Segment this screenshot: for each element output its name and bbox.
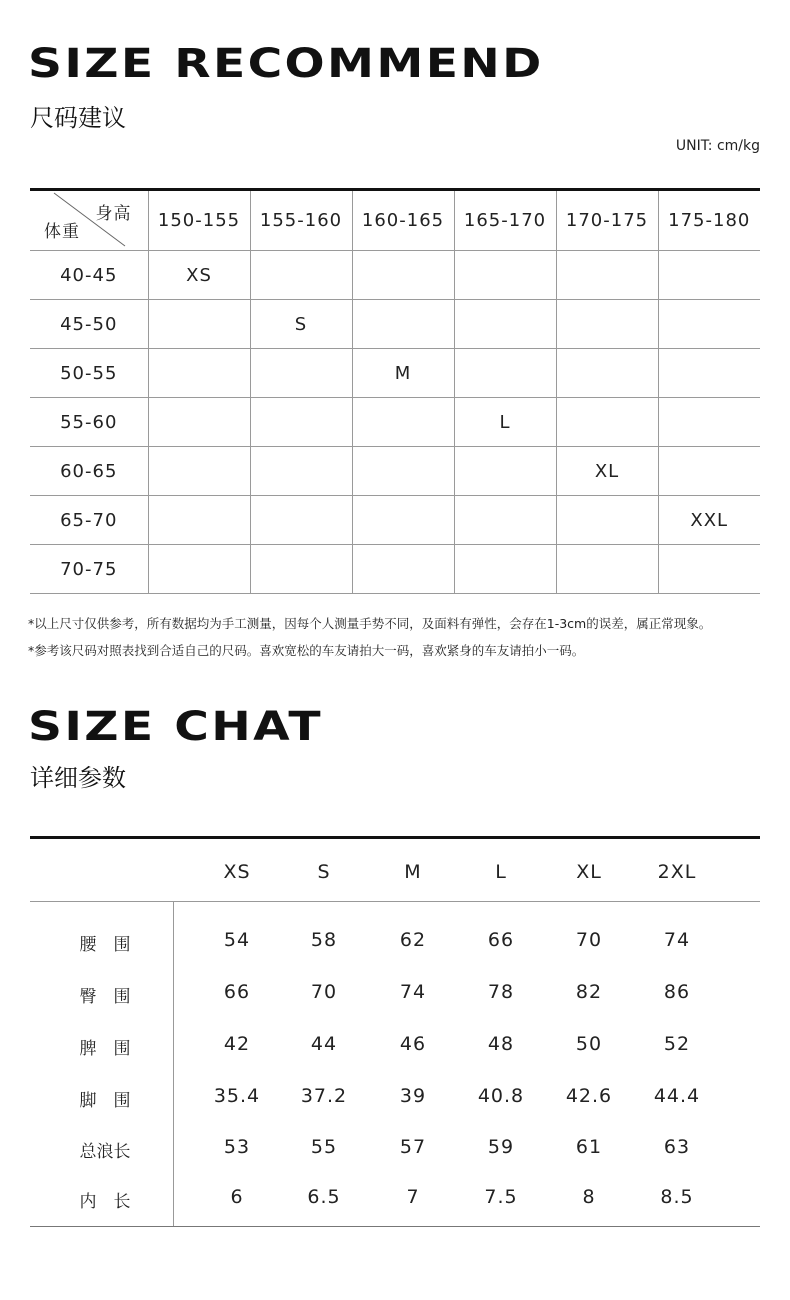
size-cell [352, 545, 454, 594]
size-cell [556, 398, 658, 447]
size-cell [658, 251, 760, 300]
size-cell [352, 300, 454, 349]
table-row [30, 251, 760, 300]
size-cell [352, 398, 454, 447]
size-cell: XS [148, 251, 250, 300]
recommend-title-cn: 尺码建议 [30, 104, 126, 132]
size-header: XS [223, 861, 251, 883]
size-cell [658, 300, 760, 349]
size-cell: XL [556, 447, 658, 496]
value-cell: 63 [663, 1136, 691, 1158]
row-label: 内 长 [79, 1192, 131, 1212]
weight-cell: 55-60 [30, 398, 148, 447]
size-cell [658, 447, 760, 496]
value-cell: 53 [223, 1136, 251, 1158]
value-cell: 82 [575, 981, 603, 1003]
unit-label: UNIT: cm/kg [675, 138, 760, 154]
size-cell [148, 545, 250, 594]
value-cell: 54 [223, 929, 251, 951]
height-header: 155-160 [250, 190, 352, 251]
size-cell [250, 496, 352, 545]
size-cell [556, 545, 658, 594]
table-row [30, 447, 760, 496]
weight-cell: 70-75 [30, 545, 148, 594]
table-row [30, 300, 760, 349]
size-cell [250, 398, 352, 447]
height-header: 160-165 [352, 190, 454, 251]
value-cell: 66 [487, 929, 515, 951]
size-cell [556, 251, 658, 300]
value-cell: 6 [230, 1186, 244, 1208]
weight-cell: 65-70 [30, 496, 148, 545]
value-cell: 70 [310, 981, 338, 1003]
weight-cell: 50-55 [30, 349, 148, 398]
value-cell: 62 [399, 929, 427, 951]
size-header: XL [576, 861, 602, 883]
size-header: S [317, 861, 331, 883]
value-cell: 42 [223, 1033, 251, 1055]
row-label: 腰 围 [79, 935, 131, 955]
size-cell: S [250, 300, 352, 349]
size-cell [250, 251, 352, 300]
size-cell: XXL [658, 496, 760, 545]
size-cell [454, 349, 556, 398]
size-cell [250, 545, 352, 594]
size-cell [556, 349, 658, 398]
value-cell: 44.4 [653, 1085, 701, 1107]
table-header-row [30, 190, 760, 251]
height-header: 170-175 [556, 190, 658, 251]
value-cell: 70 [575, 929, 603, 951]
value-cell: 59 [487, 1136, 515, 1158]
row-label: 脾 围 [79, 1039, 131, 1059]
value-cell: 78 [487, 981, 515, 1003]
size-cell [454, 496, 556, 545]
size-header: 2XL [657, 861, 697, 883]
value-cell: 7 [406, 1186, 420, 1208]
size-cell [454, 447, 556, 496]
value-cell: 58 [310, 929, 338, 951]
size-cell [454, 545, 556, 594]
size-header: M [404, 861, 422, 883]
size-cell [352, 496, 454, 545]
size-cell [148, 496, 250, 545]
label-divider [173, 902, 174, 1226]
size-cell [352, 251, 454, 300]
size-cell [352, 447, 454, 496]
value-cell: 40.8 [477, 1085, 525, 1107]
value-cell: 74 [663, 929, 691, 951]
height-header: 175-180 [658, 190, 760, 251]
height-header: 150-155 [148, 190, 250, 251]
value-cell: 44 [310, 1033, 338, 1055]
corner-cell [30, 190, 148, 251]
value-cell: 55 [310, 1136, 338, 1158]
value-cell: 52 [663, 1033, 691, 1055]
value-cell: 8 [582, 1186, 596, 1208]
value-cell: 6.5 [307, 1186, 341, 1208]
value-cell: 46 [399, 1033, 427, 1055]
value-cell: 48 [487, 1033, 515, 1055]
weight-cell: 40-45 [30, 251, 148, 300]
value-cell: 61 [575, 1136, 603, 1158]
size-chart-table [30, 836, 760, 1227]
size-cell [148, 398, 250, 447]
row-label: 总浪长 [79, 1142, 131, 1162]
table-row [30, 398, 760, 447]
value-cell: 39 [399, 1085, 427, 1107]
header-divider [30, 901, 760, 902]
table-row [30, 349, 760, 398]
size-cell [454, 251, 556, 300]
value-cell: 8.5 [660, 1186, 694, 1208]
row-label: 脚 围 [79, 1091, 131, 1111]
note-line-2: *参考该尺码对照表找到合适自己的尺码。喜欢宽松的车友请拍大一码，喜欢紧身的车友请拍小一码。 [28, 643, 585, 658]
size-cell [556, 300, 658, 349]
weight-cell: 45-50 [30, 300, 148, 349]
size-cell [658, 398, 760, 447]
value-cell: 66 [223, 981, 251, 1003]
row-label: 臀 围 [79, 987, 131, 1007]
size-cell [148, 300, 250, 349]
weight-cell: 60-65 [30, 447, 148, 496]
size-cell [658, 349, 760, 398]
value-cell: 57 [399, 1136, 427, 1158]
value-cell: 35.4 [213, 1085, 261, 1107]
height-label: 身高 [95, 204, 132, 224]
table-row [30, 545, 760, 594]
height-header: 165-170 [454, 190, 556, 251]
size-cell [556, 496, 658, 545]
size-cell: M [352, 349, 454, 398]
weight-label: 体重 [44, 222, 80, 242]
note-line-1: *以上尺寸仅供参考，所有数据均为手工测量，因每个人测量手势不同，及面料有弹性，会存在1-3cm的误差，属正常现象。 [28, 616, 712, 631]
size-cell [454, 300, 556, 349]
size-recommend-table [30, 188, 760, 594]
size-cell [250, 447, 352, 496]
table-row [30, 496, 760, 545]
size-header: L [495, 861, 507, 883]
value-cell: 74 [399, 981, 427, 1003]
size-cell: L [454, 398, 556, 447]
size-cell [250, 349, 352, 398]
size-cell [148, 349, 250, 398]
size-cell [658, 545, 760, 594]
value-cell: 86 [663, 981, 691, 1003]
size-cell [148, 447, 250, 496]
chart-title-en: SIZE CHAT [28, 704, 323, 750]
value-cell: 7.5 [484, 1186, 518, 1208]
value-cell: 42.6 [565, 1085, 613, 1107]
value-cell: 37.2 [300, 1085, 348, 1107]
chart-title-cn: 详细参数 [30, 764, 126, 792]
recommend-title-en: SIZE RECOMMEND [28, 41, 544, 87]
value-cell: 50 [575, 1033, 603, 1055]
